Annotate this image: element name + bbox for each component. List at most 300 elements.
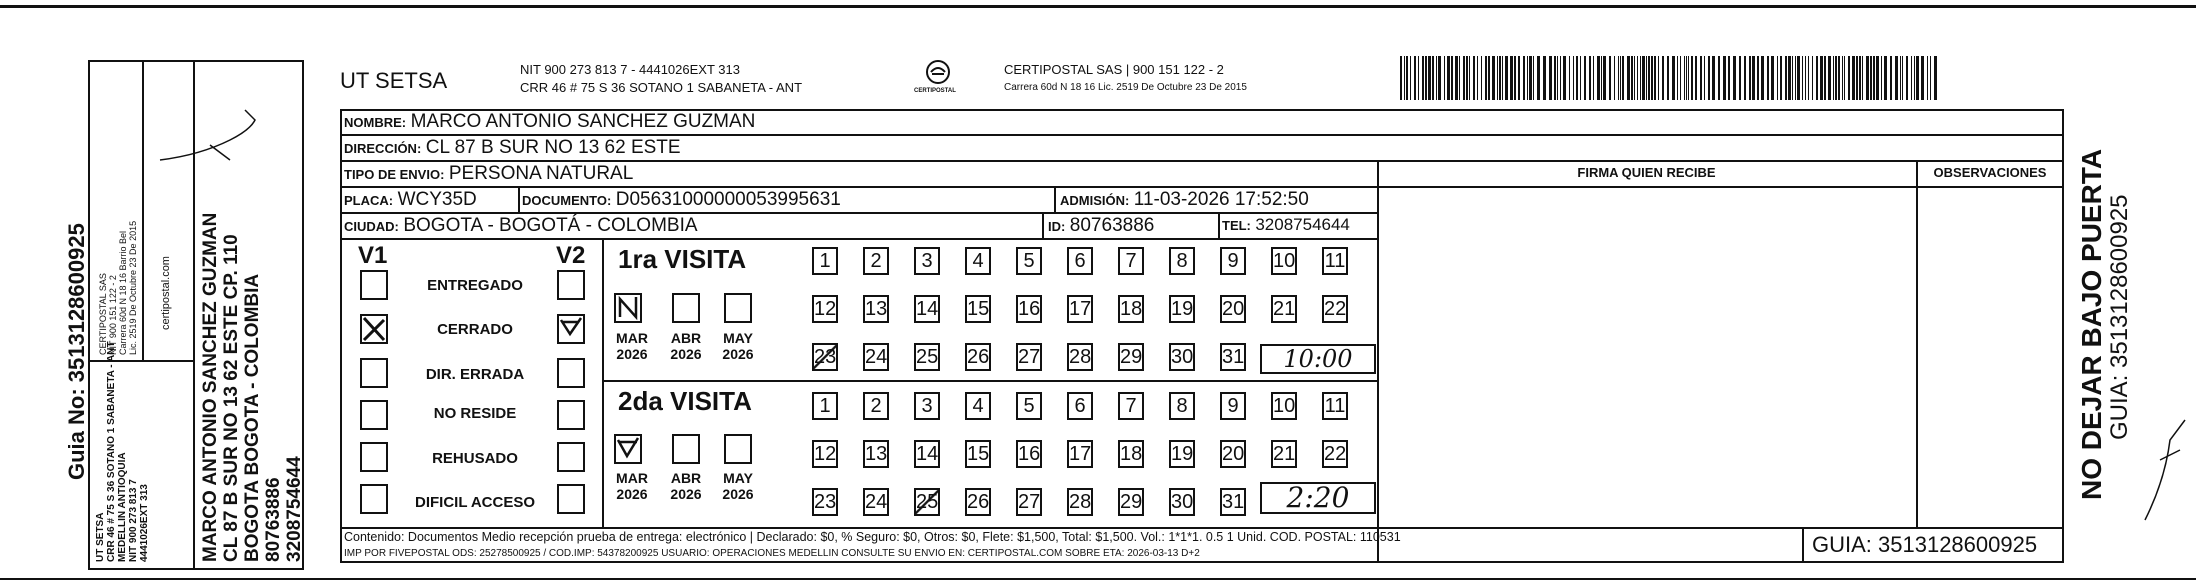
id-value: 80763886 [1069,215,1155,236]
barcode-bar [1890,56,1892,100]
barcode-bar [1792,56,1793,100]
id-cell [1048,215,1154,237]
barcode-bar [1527,56,1528,100]
day-cell[interactable]: 28 [1067,343,1093,371]
barcode-bar [1438,56,1441,100]
barcode-bar [1447,56,1450,100]
barcode-bar [1492,56,1495,100]
day-cell[interactable]: 25 [914,488,940,516]
day-cell[interactable]: 26 [965,488,991,516]
year-label: 2026 [670,486,702,502]
barcode-bar [1557,56,1558,100]
barcode-bar [1686,56,1687,100]
stub-sender [95,341,150,562]
stub-sender-line: 4441026EXT 313 [139,484,150,562]
barcode-bar [1589,56,1591,100]
footer-imp: IMP POR FIVEPOSTAL ODS: 25278500925 / COD.IMP: 54378200925 USUARIO: OPERACIONES MEDELLIN CONSULTE SU ENVIO EN: CERTIPOSTAL.COM SOBRE ETA: 2026-03-13 D+2 [344,548,1200,559]
barcode-bar [1805,56,1806,100]
month-label: MAY [723,330,753,346]
day-cell[interactable]: 30 [1169,488,1195,516]
day-cell[interactable]: 1 [812,392,838,420]
barcode-bar [1422,56,1424,100]
stub-courier-line: CERTIPOSTAL SAS [98,273,108,355]
barcode-bar [1930,56,1931,100]
barcode-bar [1914,56,1915,100]
stub-website: certipostal.com [160,256,172,330]
placa-cell [344,189,477,211]
barcode-bar [1795,56,1796,100]
stub-courier-line: NIT 900 151 122 - 2 [108,275,118,355]
day-cell[interactable]: 14 [914,295,940,323]
barcode-bar [1911,56,1912,100]
paper-top-edge [0,5,2196,8]
barcode-bar [1728,56,1730,100]
admision-label: ADMISIÓN: [1060,193,1130,208]
v2-dificil-acceso-checkbox[interactable] [557,484,585,514]
day-cell[interactable]: 10 [1271,247,1297,275]
barcode-bar [1609,56,1611,100]
option-rehusado: REHUSADO [432,450,518,467]
documento-cell [522,189,841,211]
barcode-bar [1797,56,1800,100]
month-label: MAY [723,470,753,486]
barcode-bar [1824,56,1826,100]
v2-rehusado-checkbox[interactable] [557,442,585,472]
day-cell[interactable]: 6 [1067,247,1093,275]
barcode-bar [1473,56,1475,100]
v2-label: V2 [556,242,586,269]
barcode-bar [1651,56,1653,100]
barcode-bar [1642,56,1645,100]
barcode-bar [1881,56,1882,100]
direccion-label: DIRECCIÓN: [344,141,422,156]
visit1-title: 1ra VISITA [618,244,747,274]
stub-signature [150,100,270,180]
barcode-bar [1518,56,1520,100]
barcode-bar [1640,56,1641,100]
barcode-bar [1744,56,1746,100]
day-cell[interactable]: 14 [914,440,940,468]
stub-recipient-line: BOGOTA BOGOTA - COLOMBIA [242,273,263,562]
stub-courier [98,221,138,355]
day-cell[interactable]: 24 [863,488,889,516]
barcode-bar [1691,56,1693,100]
barcode-bar [1788,56,1791,100]
barcode-bar [1820,56,1823,100]
day-cell[interactable]: 6 [1067,392,1093,420]
visit2-abr-checkbox[interactable] [672,434,700,464]
barcode-bar [1563,56,1566,100]
ciudad-label: CIUDAD: [344,219,399,234]
admision-cell [1060,189,1309,211]
barcode-bar [1906,56,1908,100]
barcode-bar [1658,56,1659,100]
barcode-bar [1537,56,1540,100]
nombre-row [344,111,755,133]
day-cell[interactable]: 5 [1016,247,1042,275]
day-cell[interactable]: 9 [1220,247,1246,275]
year-label: 2026 [616,486,648,502]
barcode-bar [1808,56,1809,100]
barcode-bar [1785,56,1787,100]
day-cell[interactable]: 16 [1016,295,1042,323]
day-cell[interactable]: 18 [1118,440,1144,468]
v1-label: V1 [358,242,388,269]
barcode-bar [1654,56,1656,100]
day-cell[interactable]: 25 [914,343,940,371]
cell-divider [1054,186,1056,212]
visit2-month-abr [666,470,706,502]
barcode-bar [1848,56,1850,100]
barcode-bar [1618,56,1619,100]
visit1-abr-checkbox[interactable] [672,293,700,323]
barcode-bar [1723,56,1726,100]
barcode-bar [1523,56,1525,100]
row-line [340,212,1377,214]
barcode-bar [1733,56,1736,100]
day-cell[interactable]: 7 [1118,392,1144,420]
option-dir-errada: DIR. ERRADA [425,366,525,383]
visit2-may-checkbox[interactable] [724,434,752,464]
visit1-month-mar [612,330,652,362]
barcode-bar [1708,56,1710,100]
day-cell[interactable]: 26 [965,343,991,371]
barcode-bar [1469,56,1470,100]
barcode-bar [1680,56,1681,100]
barcode-bar [1777,56,1778,100]
barcode-bar [1934,56,1937,100]
barcode-bar [1752,56,1755,100]
barcode-bar [1428,56,1431,100]
barcode-bar [1677,56,1678,100]
visit2-month-mar [612,470,652,502]
day-cell[interactable]: 27 [1016,343,1042,371]
barcode-bar [1684,56,1685,100]
barcode-bar [1451,56,1453,100]
day-cell[interactable]: 20 [1220,295,1246,323]
barcode-bar [1767,56,1769,100]
id-label: ID: [1048,219,1066,234]
barcode-bar [1554,56,1556,100]
day-cell[interactable]: 22 [1322,295,1348,323]
right-signature [2140,400,2196,540]
day-cell[interactable]: 23 [812,488,838,516]
stub-recipient [200,213,305,562]
tel-label: TEL: [1222,218,1251,233]
logo-caption: CERTIPOSTAL [914,88,956,94]
barcode-bar [1463,56,1465,100]
paper-bottom-edge [0,578,2196,580]
tel-value: 3208754644 [1255,215,1350,234]
barcode-bar [1838,56,1840,100]
stub-recipient-line: 80763886 [263,477,284,562]
day-cell[interactable]: 21 [1271,295,1297,323]
stub-courier-line: Lic. 2519 De Octubre 23 De 2015 [128,220,138,355]
year-label: 2026 [722,486,754,502]
barcode-bar [1916,56,1919,100]
day-cell[interactable]: 29 [1118,488,1144,516]
visit2-title: 2da VISITA [618,386,752,416]
barcode-bar [1505,56,1508,100]
month-label: MAR [616,470,648,486]
barcode-bar [1842,56,1843,100]
row-line [340,186,2064,188]
day-cell[interactable]: 2 [863,392,889,420]
observaciones-label: OBSERVACIONES [1933,165,2047,180]
ciudad-cell [344,215,698,237]
option-dificil-acceso: DIFICIL ACCESO [414,494,535,511]
barcode-bar [1593,56,1594,100]
v1-no-reside-checkbox[interactable] [360,400,388,430]
day-cell[interactable]: 11 [1322,247,1348,275]
barcode-bar [1620,56,1621,100]
barcode-bar [1543,56,1546,100]
day-cell[interactable]: 12 [812,440,838,468]
ciudad-value: BOGOTA - BOGOTÁ - COLOMBIA [403,215,698,236]
day-cell[interactable]: 13 [863,295,889,323]
placa-value: WCY35D [397,189,477,210]
day-cell[interactable]: 20 [1220,440,1246,468]
barcode-bar [1927,56,1928,100]
visit1-month-may [718,330,758,362]
barcode-bar [1895,56,1898,100]
visit1-mar-checkbox[interactable] [614,293,642,323]
barcode-bar [1631,56,1633,100]
tel-cell [1222,215,1350,235]
v2-entregado-checkbox[interactable] [557,270,585,300]
stub-divider-2 [142,60,144,360]
barcode-bar [1418,56,1419,100]
day-cell[interactable]: 11 [1322,392,1348,420]
barcode-bar [1835,56,1837,100]
barcode-bar [1816,56,1818,100]
barcode-bar [1584,56,1586,100]
guia-no-vertical: Guia No: 3513128600925 [64,223,89,480]
cell-divider [518,186,520,212]
month-label: ABR [670,470,702,486]
company-name: UT SETSA [340,68,448,93]
row-line [340,238,1377,240]
visit1-may-checkbox[interactable] [724,293,752,323]
cell-divider [1218,212,1220,238]
tipo-label: TIPO DE ENVIO: [344,167,445,182]
barcode-bar [1780,56,1782,100]
day-cell[interactable]: 7 [1118,247,1144,275]
barcode-bar [1622,56,1624,100]
day-cell[interactable]: 19 [1169,295,1195,323]
stub-courier-line: Carrera 60d N 18 16 Barrio Bel [118,230,128,355]
month-label: ABR [670,330,702,346]
day-cell[interactable]: 8 [1169,247,1195,275]
day-cell[interactable]: 9 [1220,392,1246,420]
day-cell[interactable]: 5 [1016,392,1042,420]
status-divider [602,238,604,527]
barcode-bar [1771,56,1774,100]
checkmark-icon [362,316,386,342]
barcode-bar [1873,56,1875,100]
nombre-value: MARCO ANTONIO SANCHEZ GUZMAN [410,111,756,132]
footer-guia: GUIA: 3513128600925 [1812,532,2038,557]
obs-divider [1916,160,1918,527]
v1-dir-errada-checkbox[interactable] [360,358,388,388]
v2-cerrado-checkbox[interactable] [557,314,585,344]
barcode-bar [1870,56,1872,100]
direccion-value: CL 87 B SUR NO 13 62 ESTE [425,137,681,158]
tipo-row [344,163,633,185]
barcode-bar [1466,56,1468,100]
day-cell[interactable]: 8 [1169,392,1195,420]
courier-line-1: CERTIPOSTAL SAS | 900 151 122 - 2 [1004,62,1224,77]
day-cell[interactable]: 31 [1220,343,1246,371]
barcode-bar [1514,56,1516,100]
firma-label: FIRMA QUIEN RECIBE [1577,165,1716,180]
v1-cerrado-checkbox[interactable] [360,314,388,344]
barcode-bar [1648,56,1650,100]
checkmark-icon [559,316,583,342]
day-cell[interactable]: 21 [1271,440,1297,468]
day-cell[interactable]: 15 [965,440,991,468]
day-cell[interactable]: 10 [1271,392,1297,420]
barcode-bar [1477,56,1478,100]
documento-value: D05631000000053995631 [615,189,841,210]
barcode-bar [1884,56,1887,100]
barcode-bar [1497,56,1498,100]
barcode-bar [1688,56,1689,100]
barcode-bar [1529,56,1532,100]
visit2-mar-checkbox[interactable] [614,434,642,464]
day-cell[interactable]: 3 [914,247,940,275]
courier-line-2: Carrera 60d N 18 16 Lic. 2519 De Octubre 23 De 2015 [1004,82,1247,93]
barcode-bar [1400,56,1402,100]
barcode-bar [1488,56,1490,100]
v2-dir-errada-checkbox[interactable] [557,358,585,388]
tipo-value: PERSONA NATURAL [448,163,634,184]
day-cell[interactable]: 17 [1067,295,1093,323]
barcode-bar [1828,56,1831,100]
v1-rehusado-checkbox[interactable] [360,442,388,472]
day-cell[interactable]: 23 [812,343,838,371]
nombre-label: NOMBRE: [344,115,407,130]
option-no-reside: NO RESIDE [433,405,517,422]
barcode-bar [1718,56,1720,100]
day-cell[interactable]: 22 [1322,440,1348,468]
day-cell[interactable]: 13 [863,440,889,468]
cell-divider [1042,212,1044,238]
day-cell[interactable]: 4 [965,392,991,420]
day-cell[interactable]: 12 [812,295,838,323]
day-cell[interactable]: 19 [1169,440,1195,468]
barcode-bar [1432,56,1434,100]
nit-line-1: NIT 900 273 813 7 - 4441026EXT 313 [520,62,740,77]
visit-divider [602,380,1377,382]
day-cell[interactable]: 31 [1220,488,1246,516]
barcode-bar [1459,56,1460,100]
day-cell[interactable]: 17 [1067,440,1093,468]
barcode-bar [1900,56,1901,100]
barcode-bar [1802,56,1803,100]
barcode-bar [1856,56,1858,100]
barcode-bar [1646,56,1647,100]
footer-contenido: Contenido: Documentos Medio recepción prueba de entrega: electrónico | Declarado: $0, % Seguro: $0, Otros: $0, Flete: $1,500, Total: $1,500. Vol.: 1*1*1. 0.5 1 Unid. COD. POSTAL: 110531 [344,530,1401,544]
barcode-bar [1569,56,1570,100]
placa-label: PLACA: [344,193,394,208]
day-cell[interactable]: 24 [863,343,889,371]
day-cell[interactable]: 4 [965,247,991,275]
stub-sender-line: MEDELLIN ANTIOQUIA [117,452,128,562]
barcode-bar [1761,56,1764,100]
day-cell[interactable]: 1 [812,247,838,275]
v2-no-reside-checkbox[interactable] [557,400,585,430]
visit2-month-may [718,470,758,502]
day-cell[interactable]: 16 [1016,440,1042,468]
visit2-hour: 2:20 [1260,482,1376,514]
barcode-bar [1866,56,1869,100]
day-cell[interactable]: 30 [1169,343,1195,371]
barcode-bar [1533,56,1534,100]
barcode-bar [1921,56,1924,100]
barcode-bar [1712,56,1715,100]
certipostal-logo-icon [918,58,958,92]
month-label: MAR [616,330,648,346]
barcode-bar [1601,56,1602,100]
firma-divider [1377,160,1379,563]
day-cell[interactable]: 27 [1016,488,1042,516]
barcode-bar [1580,56,1581,100]
row-line [340,160,2064,162]
barcode-bar [1672,56,1675,100]
checkmark-icon [616,295,640,321]
day-cell[interactable]: 2 [863,247,889,275]
barcode-bar [1614,56,1615,100]
visit1-hour: 10:00 [1260,344,1376,374]
barcode-bar [1485,56,1487,100]
barcode-bar [1833,56,1834,100]
footer-divider [1802,527,1804,563]
day-cell[interactable]: 15 [965,295,991,323]
barcode-bar [1844,56,1845,100]
barcode-bar [1757,56,1759,100]
day-cell[interactable]: 29 [1118,343,1144,371]
option-entregado: ENTREGADO [427,277,523,294]
direccion-row [344,137,681,159]
barcode-bar [1549,56,1552,100]
day-cell[interactable]: 3 [914,392,940,420]
barcode-bar [1749,56,1751,100]
barcode-bar [1704,56,1705,100]
v1-dificil-acceso-checkbox[interactable] [360,484,388,514]
year-label: 2026 [616,346,648,362]
year-label: 2026 [670,346,702,362]
barcode-bar [1560,56,1561,100]
barcode-bar [1406,56,1408,100]
barcode-bar [1444,56,1445,100]
barcode-bar [1700,56,1702,100]
v1-entregado-checkbox[interactable] [360,270,388,300]
day-cell[interactable]: 28 [1067,488,1093,516]
row-line [340,134,2064,136]
barcode-bar [1852,56,1855,100]
barcode-bar [1499,56,1501,100]
barcode-bar [1436,56,1437,100]
barcode-bar [1739,56,1741,100]
day-cell[interactable]: 18 [1118,295,1144,323]
barcode-bar [1812,56,1813,100]
barcode-bar [1414,56,1416,100]
barcode-bar [1862,56,1863,100]
barcode-bar [1627,56,1630,100]
stub-recipient-line: MARCO ANTONIO SANCHEZ GUZMAN [200,212,221,562]
barcode-bar [1425,56,1427,100]
